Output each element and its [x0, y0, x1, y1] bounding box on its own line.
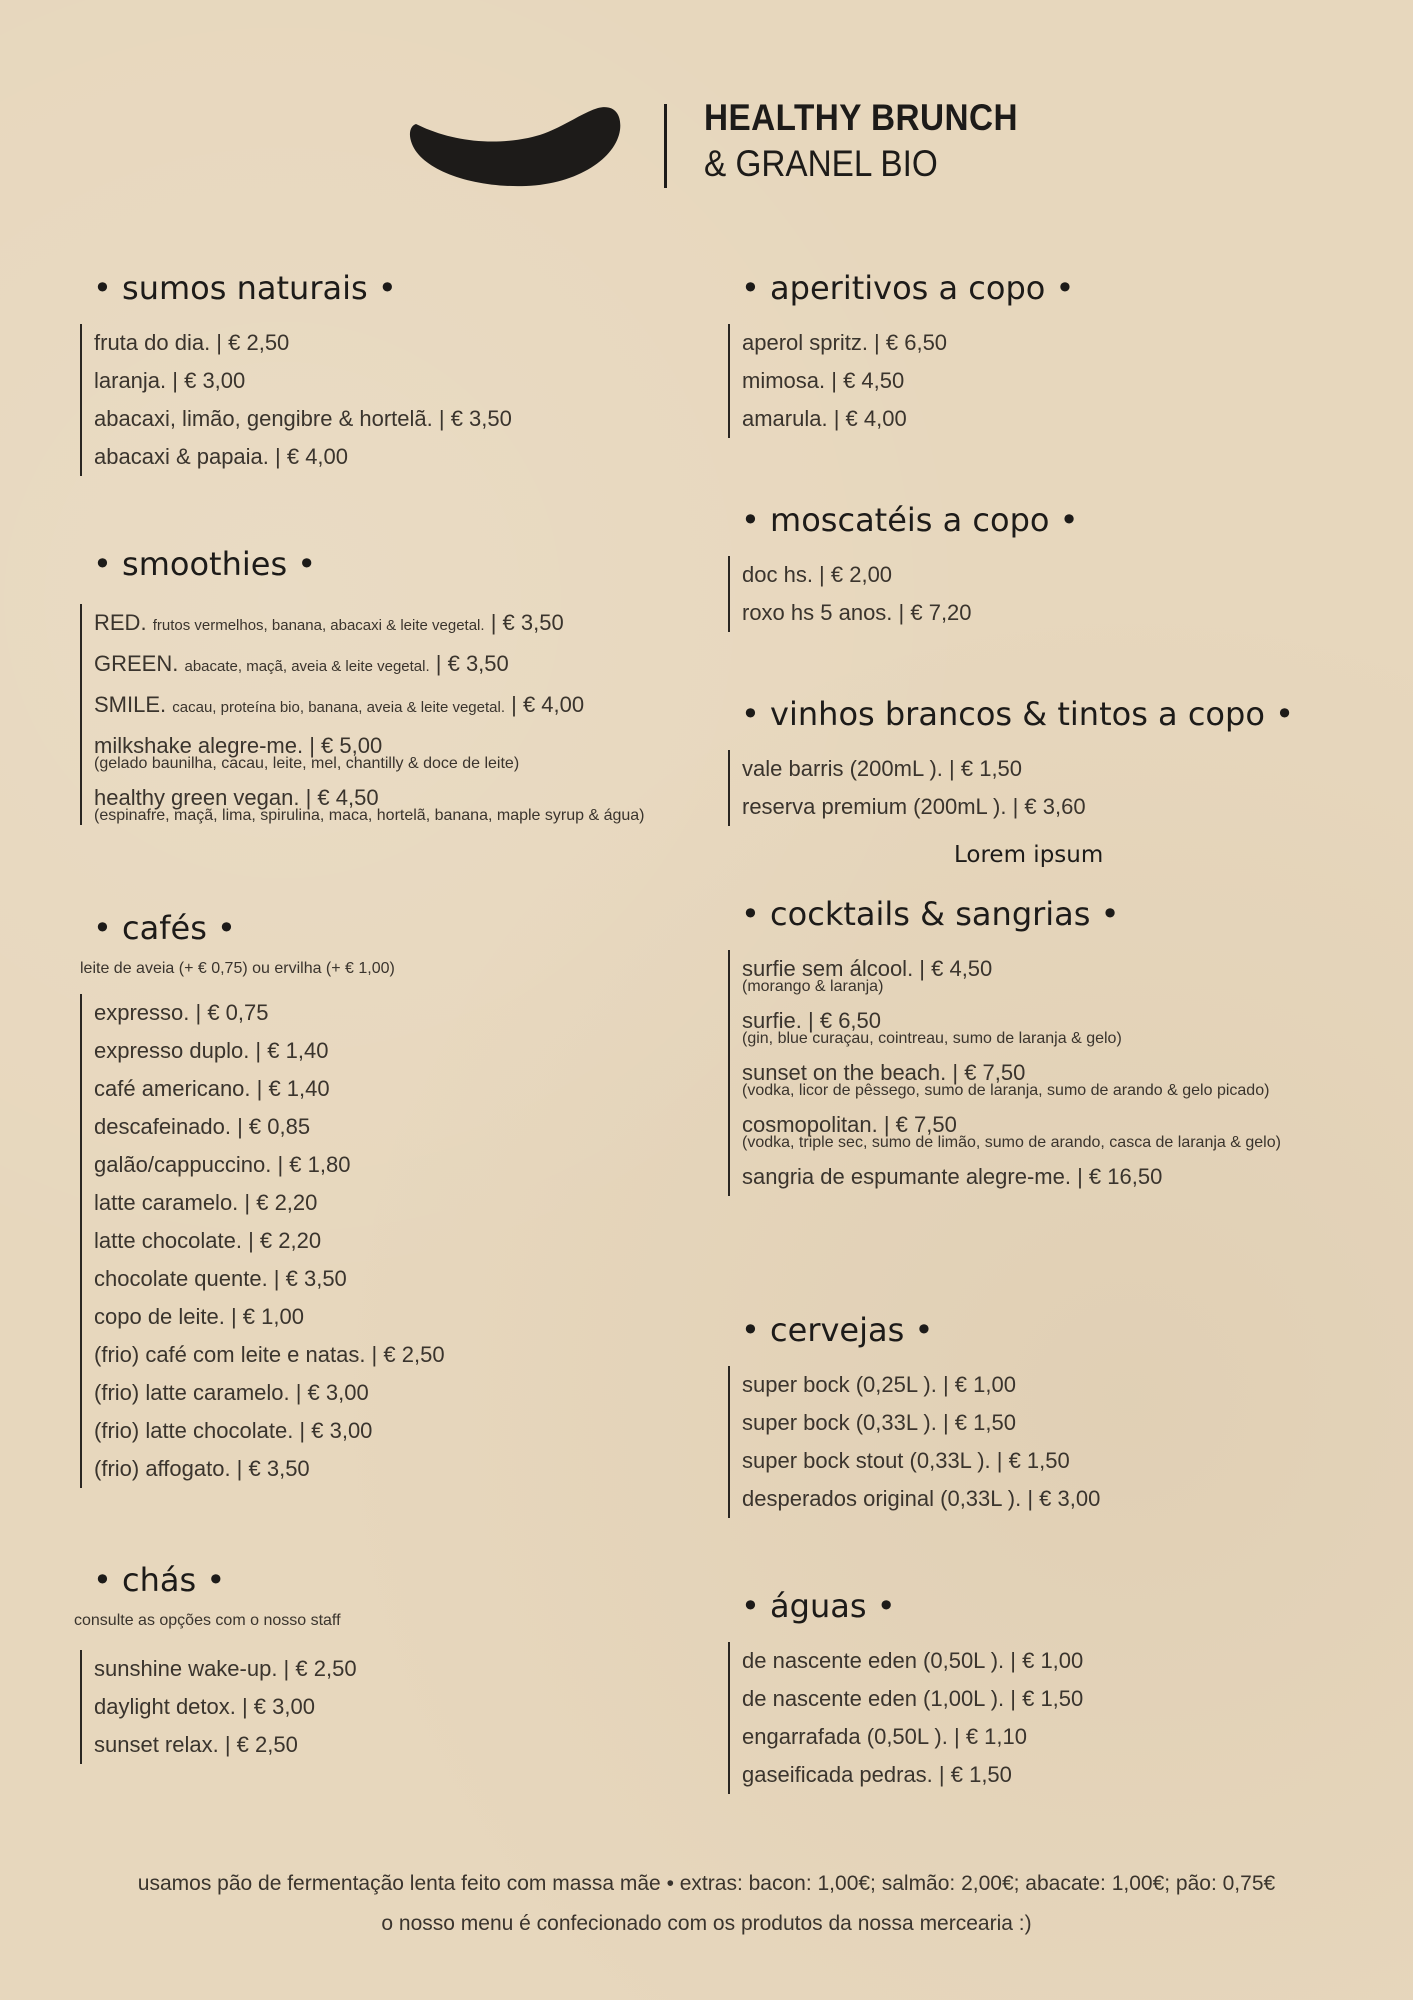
item-price: | € 4,00	[511, 692, 585, 717]
menu-item: doc hs. | € 2,00	[742, 562, 893, 587]
brand-title: HEALTHY BRUNCH	[704, 97, 1019, 138]
menu-item: surfie. | € 6,50	[742, 1008, 882, 1033]
menu-item: amarula. | € 4,00	[742, 406, 907, 431]
menu-item: de nascente eden (1,00L ). | € 1,50	[742, 1686, 1084, 1711]
item-name: RED.	[94, 610, 147, 635]
menu-item: sunset on the beach. | € 7,50	[742, 1060, 1026, 1085]
header-divider	[664, 104, 667, 188]
item-price: | € 3,50	[435, 651, 509, 676]
menu-item	[94, 604, 645, 645]
menu-item: expresso. | € 0,75	[94, 1000, 269, 1025]
menu-item: chocolate quente. | € 3,50	[94, 1266, 347, 1291]
section-chas	[74, 1560, 357, 1764]
menu-item: fruta do dia. | € 2,50	[94, 330, 290, 355]
brand-subtitle: & GRANEL BIO	[704, 143, 938, 184]
menu-item: sunshine wake-up. | € 2,50	[94, 1656, 357, 1681]
item-description: abacate, maçã, aveia & leite vegetal.	[184, 658, 430, 675]
menu-item: mimosa. | € 4,50	[742, 368, 905, 393]
menu-item: super bock stout (0,33L ). | € 1,50	[742, 1448, 1070, 1473]
menu-item: abacaxi, limão, gengibre & hortelã. | € 3,50	[94, 406, 512, 431]
section-aguas	[728, 1586, 1083, 1794]
section-note: leite de aveia (+ € 0,75) ou ervilha (+ € 1,00)	[80, 960, 395, 977]
menu-item: reserva premium (200mL ). | € 3,60	[742, 794, 1086, 819]
menu-item: expresso duplo. | € 1,40	[94, 1038, 329, 1063]
menu-item: engarrafada (0,50L ). | € 1,10	[742, 1724, 1027, 1749]
menu-item: laranja. | € 3,00	[94, 368, 246, 393]
item-description: (gelado baunilha, cacau, leite, mel, chantilly & doce de leite)	[94, 755, 520, 772]
section-smoothies	[80, 544, 645, 831]
item-list	[728, 1366, 1100, 1518]
item-list	[80, 324, 512, 476]
section-cervejas	[728, 1310, 1100, 1518]
section-title: • aperitivos a copo •	[741, 269, 1075, 307]
menu-item: copo de leite. | € 1,00	[94, 1304, 304, 1329]
menu-item: healthy green vegan. | € 4,50	[94, 785, 379, 810]
section-title: • vinhos brancos & tintos a copo •	[741, 695, 1294, 733]
item-description: (morango & laranja)	[742, 978, 884, 995]
lorem-ipsum-text: Lorem ipsum	[954, 842, 1104, 868]
item-description: frutos vermelhos, banana, abacaxi & leite vegetal.	[152, 617, 485, 634]
menu-item: (frio) café com leite e natas. | € 2,50	[94, 1342, 445, 1367]
footer-line-extras: usamos pão de fermentação lenta feito com massa mãe • extras: bacon: 1,00€; salmão: 2,00€; abacate: 1,00€; pão: 0,75€	[137, 1872, 1276, 1895]
menu-item: aperol spritz. | € 6,50	[742, 330, 948, 355]
menu-item: vale barris (200mL ). | € 1,50	[742, 756, 1023, 781]
menu-item: (frio) latte caramelo. | € 3,00	[94, 1380, 369, 1405]
item-list	[728, 324, 1074, 438]
menu-item: gaseificada pedras. | € 1,50	[742, 1762, 1012, 1787]
section-title: • cervejas •	[741, 1311, 934, 1349]
menu-item: (frio) affogato. | € 3,50	[94, 1456, 310, 1481]
item-price: | € 3,50	[490, 610, 564, 635]
section-sumos-naturais	[80, 268, 512, 476]
item-list	[728, 750, 1294, 826]
menu-item: desperados original (0,33L ). | € 3,00	[742, 1486, 1101, 1511]
item-list	[728, 1642, 1083, 1794]
item-list	[80, 604, 645, 825]
smile-arc-icon	[408, 104, 624, 188]
menu-item: (frio) latte chocolate. | € 3,00	[94, 1418, 373, 1443]
menu-item: roxo hs 5 anos. | € 7,20	[742, 600, 972, 625]
item-name: SMILE.	[94, 692, 167, 717]
item-description: (gin, blue curaçau, cointreau, sumo de laranja & gelo)	[742, 1030, 1122, 1047]
menu-item: sunset relax. | € 2,50	[94, 1732, 298, 1757]
section-vinhos	[728, 694, 1294, 826]
section-title: • cocktails & sangrias •	[741, 895, 1120, 933]
item-description: (espinafre, maçã, lima, spirulina, maca, hortelã, banana, maple syrup & água)	[94, 807, 645, 824]
menu-item: super bock (0,25L ). | € 1,00	[742, 1372, 1016, 1397]
section-title: • chás •	[93, 1561, 226, 1599]
menu-item: daylight detox. | € 3,00	[94, 1694, 315, 1719]
section-note: consulte as opções com o nosso staff	[74, 1612, 341, 1629]
item-description: (vodka, triple sec, sumo de limão, sumo de arando, casca de laranja & gelo)	[742, 1134, 1281, 1151]
menu-item: super bock (0,33L ). | € 1,50	[742, 1410, 1016, 1435]
brand-name	[704, 96, 1053, 188]
menu-item: abacaxi & papaia. | € 4,00	[94, 444, 349, 469]
item-name: GREEN.	[94, 651, 179, 676]
footer-line-note: o nosso menu é confecionado com os produtos da nossa mercearia :)	[381, 1912, 1032, 1935]
menu-item: galão/cappuccino. | € 1,80	[94, 1152, 351, 1177]
section-cocktails	[728, 894, 1281, 1196]
section-cafes	[80, 908, 445, 1488]
section-title: • cafés •	[93, 909, 236, 947]
menu-item: cosmopolitan. | € 7,50	[742, 1112, 957, 1137]
menu-item	[94, 686, 645, 727]
section-aperitivos	[728, 268, 1074, 438]
menu-item: sangria de espumante alegre-me. | € 16,50	[742, 1164, 1163, 1189]
item-list	[728, 556, 1079, 632]
item-description: (vodka, licor de pêssego, sumo de laranja, sumo de arando & gelo picado)	[742, 1082, 1270, 1099]
menu-item: de nascente eden (0,50L ). | € 1,00	[742, 1648, 1084, 1673]
section-title: • smoothies •	[93, 545, 317, 583]
section-title: • águas •	[741, 1587, 896, 1625]
menu-item	[94, 645, 645, 686]
item-list	[80, 994, 445, 1488]
section-title: • moscatéis a copo •	[741, 501, 1079, 539]
menu-item: surfie sem álcool. | € 4,50	[742, 956, 993, 981]
menu-item: latte caramelo. | € 2,20	[94, 1190, 318, 1215]
menu-item: descafeinado. | € 0,85	[94, 1114, 311, 1139]
menu-item: milkshake alegre-me. | € 5,00	[94, 733, 383, 758]
item-list	[728, 950, 1281, 1196]
menu-item: latte chocolate. | € 2,20	[94, 1228, 322, 1253]
section-moscateis	[728, 500, 1079, 632]
item-description: cacau, proteína bio, banana, aveia & leite vegetal.	[172, 699, 505, 716]
menu-item: café americano. | € 1,40	[94, 1076, 330, 1101]
item-list	[80, 1650, 357, 1764]
section-title: • sumos naturais •	[93, 269, 397, 307]
